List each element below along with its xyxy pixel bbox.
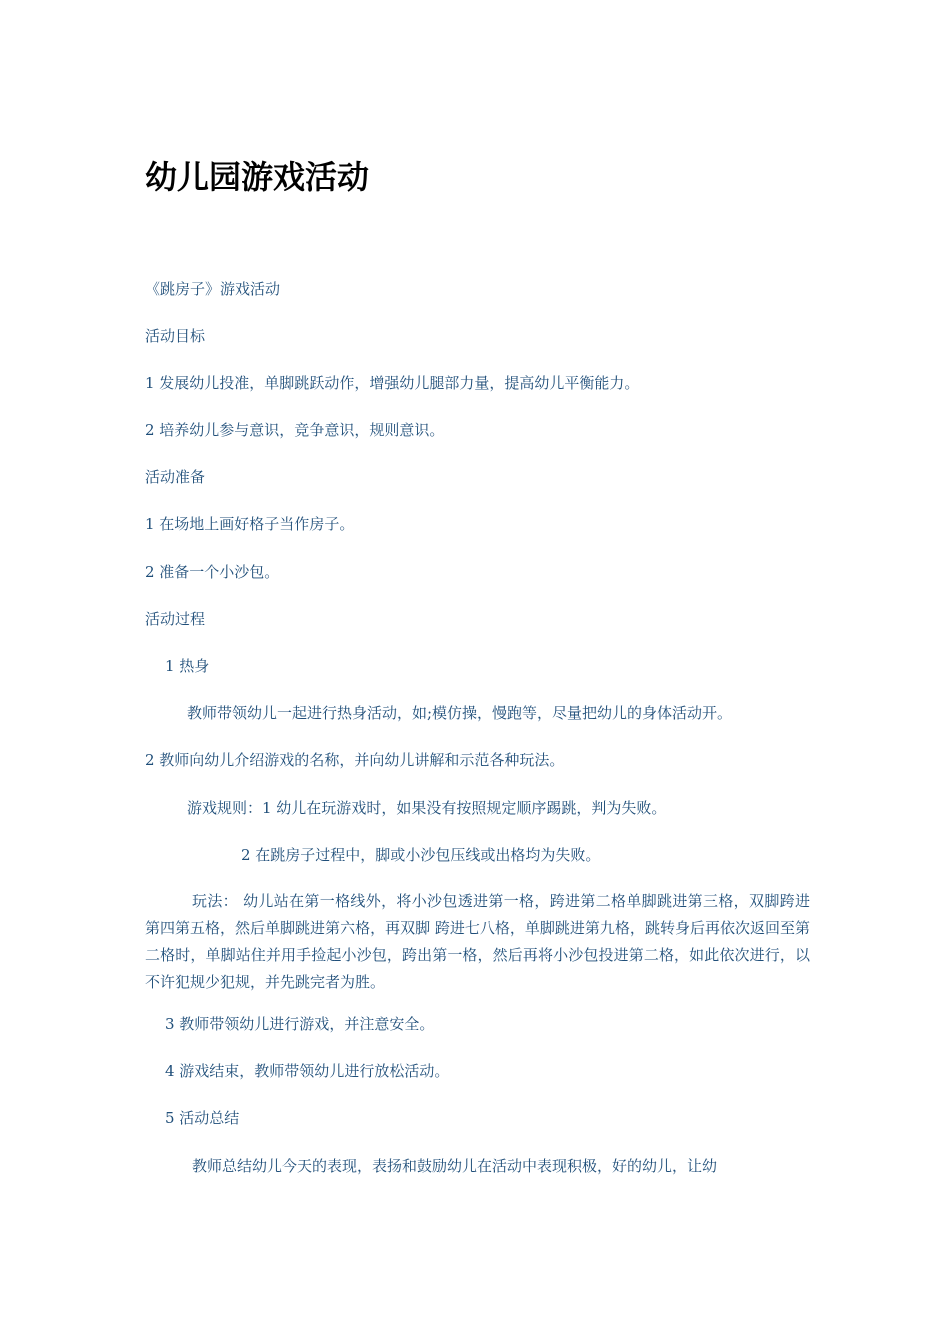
process-step-5: 5 活动总结 (165, 1109, 240, 1127)
document-title: 幼儿园游戏活动 (145, 158, 370, 196)
preparation-item-1: 1 在场地上画好格子当作房子。 (145, 515, 355, 533)
section-heading-goals: 活动目标 (145, 327, 206, 345)
section-heading-process: 活动过程 (145, 610, 206, 628)
game-rule-1: 游戏规则：1 幼儿在玩游戏时，如果没有按照规定顺序踢跳，判为失败。 (187, 799, 667, 817)
process-step-1: 1 热身 (165, 657, 210, 675)
section-heading-preparation: 活动准备 (145, 468, 206, 486)
activity-name: 《跳房子》游戏活动 (145, 280, 281, 298)
goal-item-1: 1 发展幼儿投准，单脚跳跃动作，增强幼儿腿部力量，提高幼儿平衡能力。 (145, 374, 640, 392)
preparation-item-2: 2 准备一个小沙包。 (145, 563, 280, 581)
game-rule-2: 2 在跳房子过程中，脚或小沙包压线或出格均为失败。 (241, 846, 601, 864)
process-step-2: 2 教师向幼儿介绍游戏的名称，并向幼儿讲解和示范各种玩法。 (145, 751, 565, 769)
gameplay-description: 玩法： 幼儿站在第一格线外，将小沙包透进第一格，跨进第二格单脚跳进第三格，双脚跨进第四第五格，然后单脚跳进第六格，再双脚 跨进七八格，单脚跳进第九格，跳转身后再依次返回至第二格时，单脚站住并用手捡起小沙包，跨出第一格，然后再将小沙包投进第二格，如此依次进行，以不许犯规少犯规，并先跳完者为胜。 (145, 892, 810, 991)
goal-item-2: 2 培养幼儿参与意识，竞争意识，规则意识。 (145, 421, 445, 439)
process-step-1-detail: 教师带领幼儿一起进行热身活动，如;模仿操，慢跑等，尽量把幼儿的身体活动开。 (187, 704, 733, 722)
process-step-3: 3 教师带领幼儿进行游戏，并注意安全。 (165, 1015, 435, 1033)
process-step-4: 4 游戏结束，教师带领幼儿进行放松活动。 (165, 1062, 450, 1080)
summary-text: 教师总结幼儿今天的表现，表扬和鼓励幼儿在活动中表现积极，好的幼儿，让幼 (192, 1157, 718, 1175)
